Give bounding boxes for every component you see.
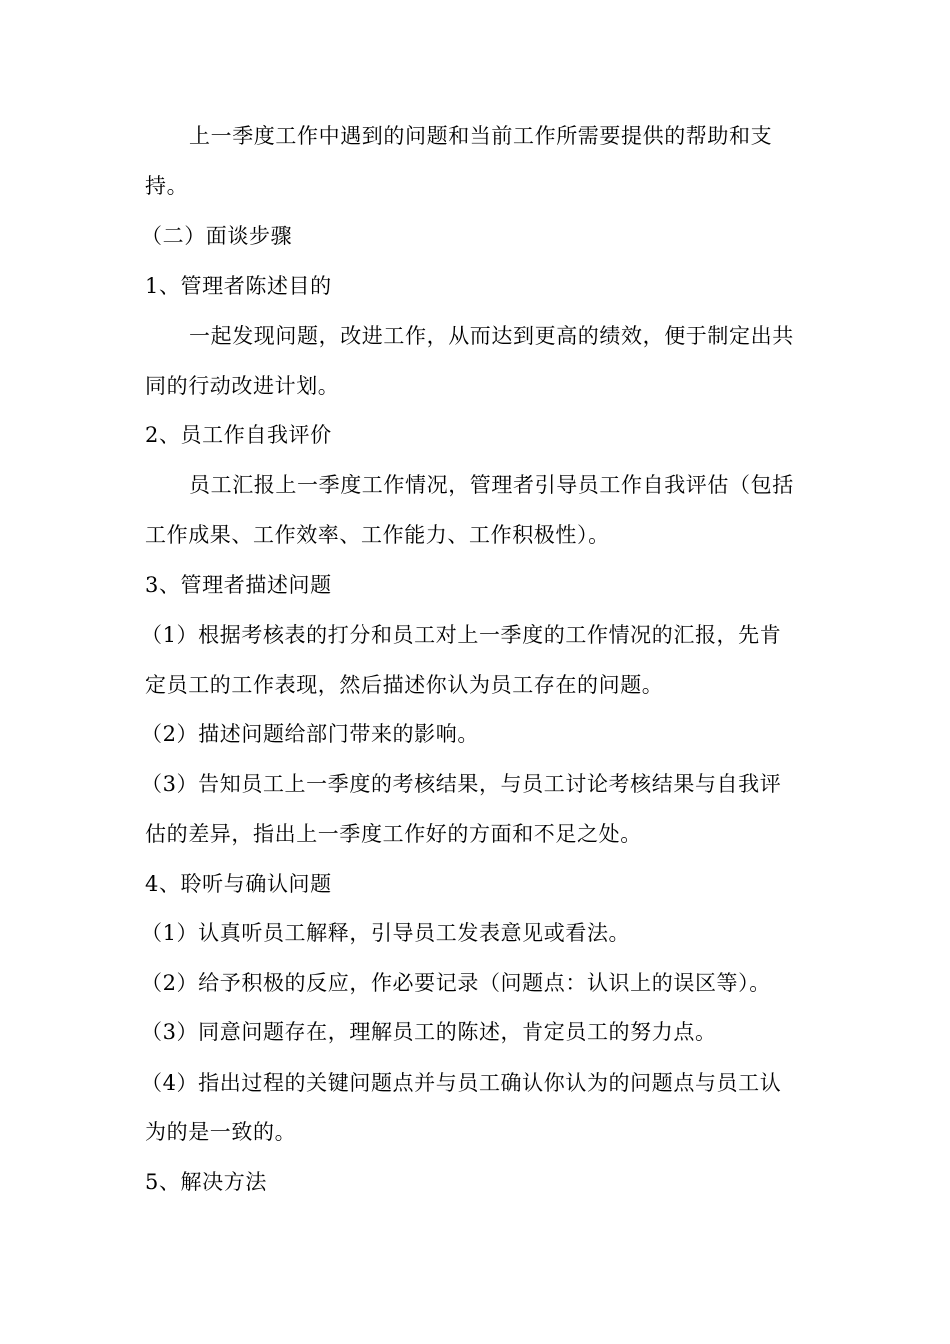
- step-heading: 1、管理者陈述目的: [145, 274, 332, 298]
- step-heading: 3、管理者描述问题: [145, 573, 332, 597]
- list-item: （1）根据考核表的打分和员工对上一季度的工作情况的汇报，先肯: [141, 623, 782, 647]
- step-heading: 2、员工作自我评价: [145, 423, 332, 447]
- list-item: （1）认真听员工解释，引导员工发表意见或看法。: [141, 921, 631, 945]
- paragraph-line: 定员工的工作表现，然后描述你认为员工存在的问题。: [145, 673, 664, 697]
- section-heading: （二）面谈步骤: [141, 224, 293, 248]
- paragraph-line: 员工汇报上一季度工作情况，管理者引导员工作自我评估（包括: [189, 473, 794, 497]
- paragraph-line: 工作成果、工作效率、工作能力、工作积极性）。: [145, 523, 610, 547]
- list-item: （4）指出过程的关键问题点并与员工确认你认为的问题点与员工认: [141, 1071, 782, 1095]
- step-heading: 5、解决方法: [145, 1170, 267, 1194]
- list-item: （3）同意问题存在，理解员工的陈述，肯定员工的努力点。: [141, 1020, 717, 1044]
- paragraph-line: 一起发现问题，改进工作，从而达到更高的绩效，便于制定出共: [189, 324, 794, 348]
- paragraph-line: 同的行动改进计划。: [145, 374, 340, 398]
- paragraph-line: 估的差异，指出上一季度工作好的方面和不足之处。: [145, 822, 642, 846]
- list-item: （2）给予积极的反应，作必要记录（问题点：认识上的误区等）。: [141, 971, 771, 995]
- paragraph-line: 为的是一致的。: [145, 1120, 297, 1144]
- list-item: （2）描述问题给部门带来的影响。: [141, 722, 479, 746]
- step-heading: 4、聆听与确认问题: [145, 872, 332, 896]
- paragraph-line: 上一季度工作中遇到的问题和当前工作所需要提供的帮助和支: [189, 124, 773, 148]
- list-item: （3）告知员工上一季度的考核结果，与员工讨论考核结果与自我评: [141, 772, 782, 796]
- paragraph-line: 持。: [145, 174, 189, 198]
